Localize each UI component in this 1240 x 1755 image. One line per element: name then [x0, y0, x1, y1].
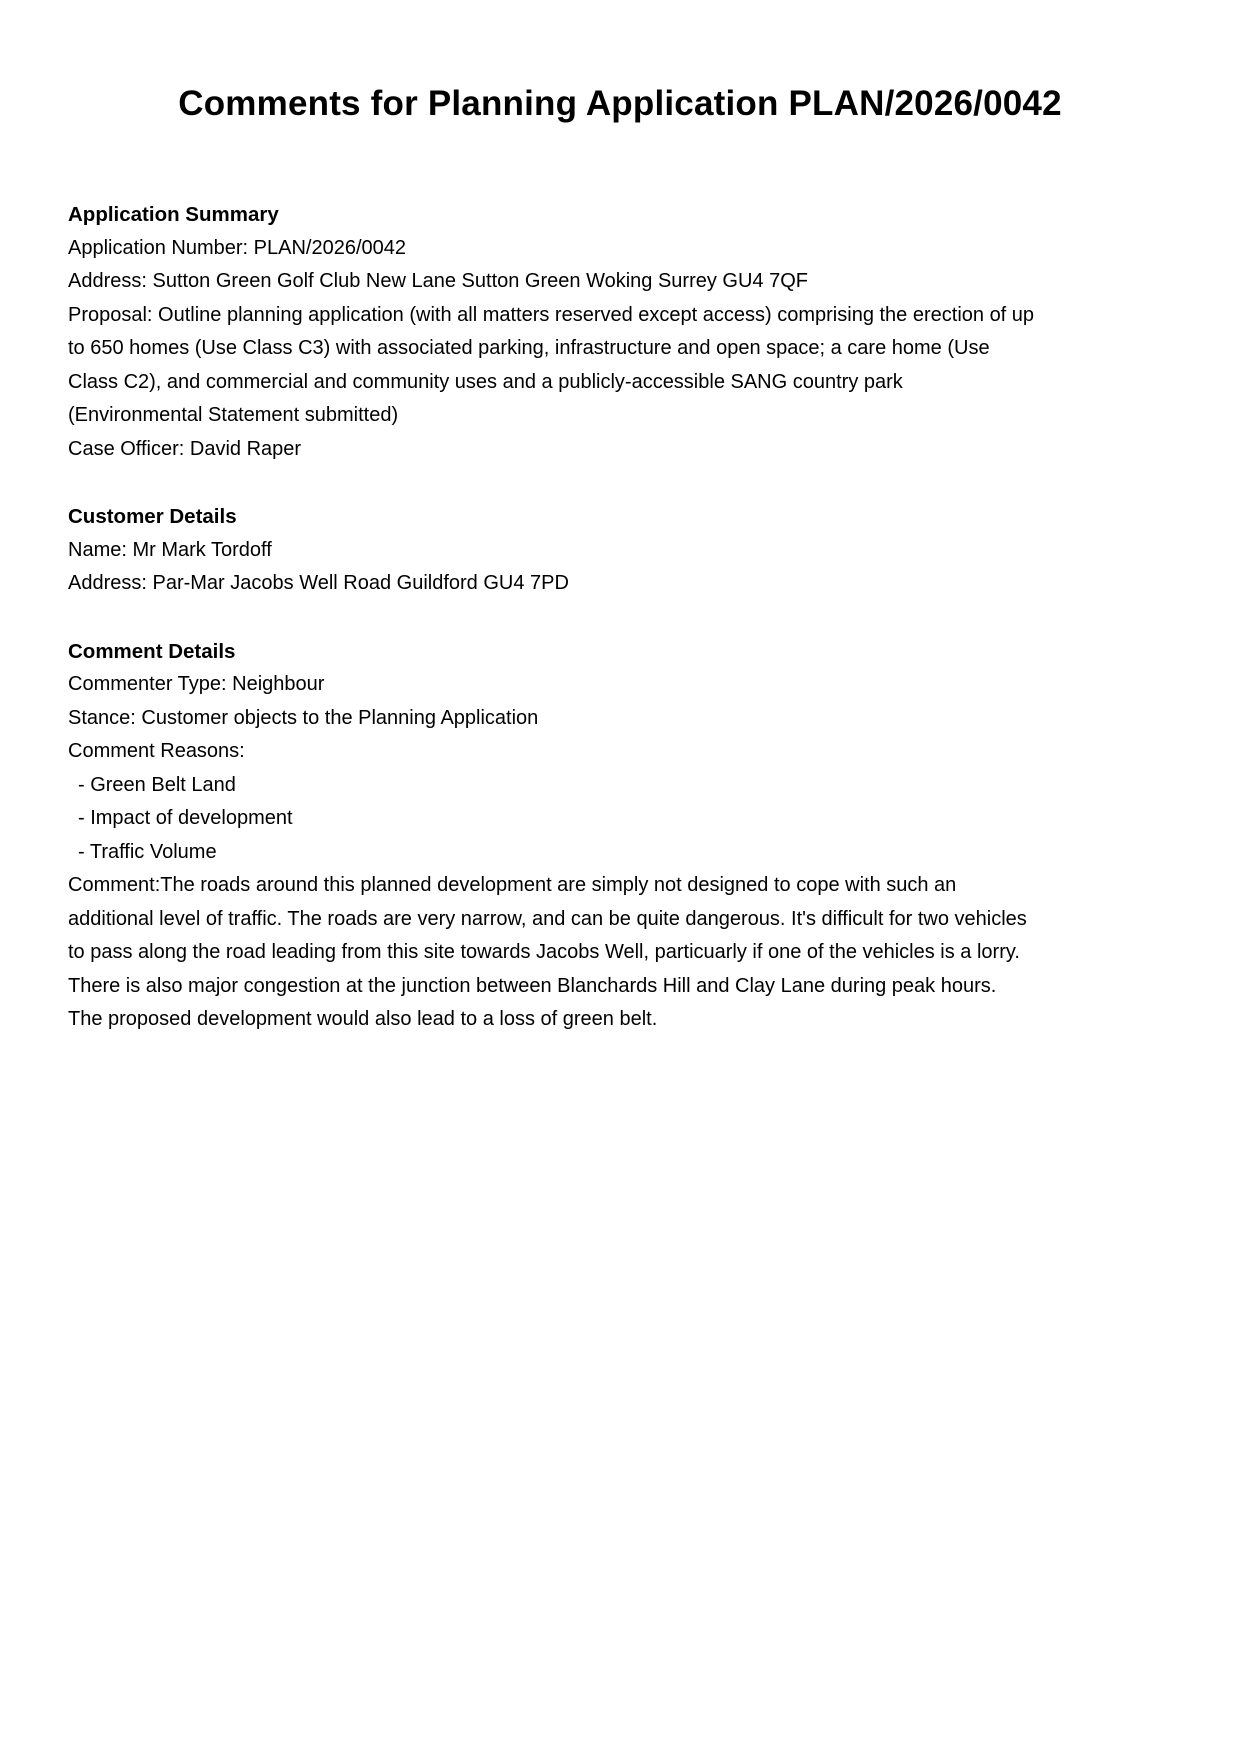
proposal-line: Proposal: Outline planning application (with all matters reserved except access) comprising the erection of up to 650 homes (Use Class C3) with associated parking, infrastructure and open space; a care home (Use Class C2), and commercial and community uses and a publicly-accessible SANG country park (Environmental Statement submitted)	[68, 303, 1035, 426]
application-summary-section	[68, 198, 1172, 466]
page-title: Comments for Planning Application PLAN/2026/0042	[178, 84, 1062, 123]
comment-reason-item: - Impact of development	[78, 807, 293, 829]
stance-line: Stance: Customer objects to the Planning Application	[68, 706, 539, 729]
application-summary-heading: Application Summary	[68, 203, 279, 226]
customer-details-heading: Customer Details	[68, 505, 237, 528]
commenter-type-line: Commenter Type: Neighbour	[68, 673, 325, 695]
comment-reason-item: - Green Belt Land	[78, 773, 236, 796]
comment-paragraph: Comment:The roads around this planned development are simply not designed to cope with such an additional level of traffic. The roads are very narrow, and can be quite dangerous. It's difficult for two vehicles to pass along the road leading from this site towards Jacobs Well, particuarly if one of the vehicles is a lorry. There is also major congestion at the junction between Blanchards Hill and Clay Lane during peak hours.	[68, 874, 1027, 997]
customer-address-line: Address: Par-Mar Jacobs Well Road Guildford GU4 7PD	[68, 572, 569, 594]
comment-details-heading: Comment Details	[68, 639, 236, 663]
customer-name-line: Name: Mr Mark Tordoff	[68, 538, 272, 561]
comment-details-section	[68, 635, 1172, 1037]
comment-reasons-label: Comment Reasons:	[68, 740, 245, 762]
comment-reason-item: - Traffic Volume	[78, 840, 217, 863]
application-address-line: Address: Sutton Green Golf Club New Lane Sutton Green Woking Surrey GU4 7QF	[68, 270, 808, 292]
comment-footnote: The proposed development would also lead to a loss of green belt.	[68, 1008, 658, 1030]
customer-details-section	[68, 500, 1172, 601]
application-number-line: Application Number: PLAN/2026/0042	[68, 236, 406, 259]
case-officer-line: Case Officer: David Raper	[68, 437, 302, 460]
